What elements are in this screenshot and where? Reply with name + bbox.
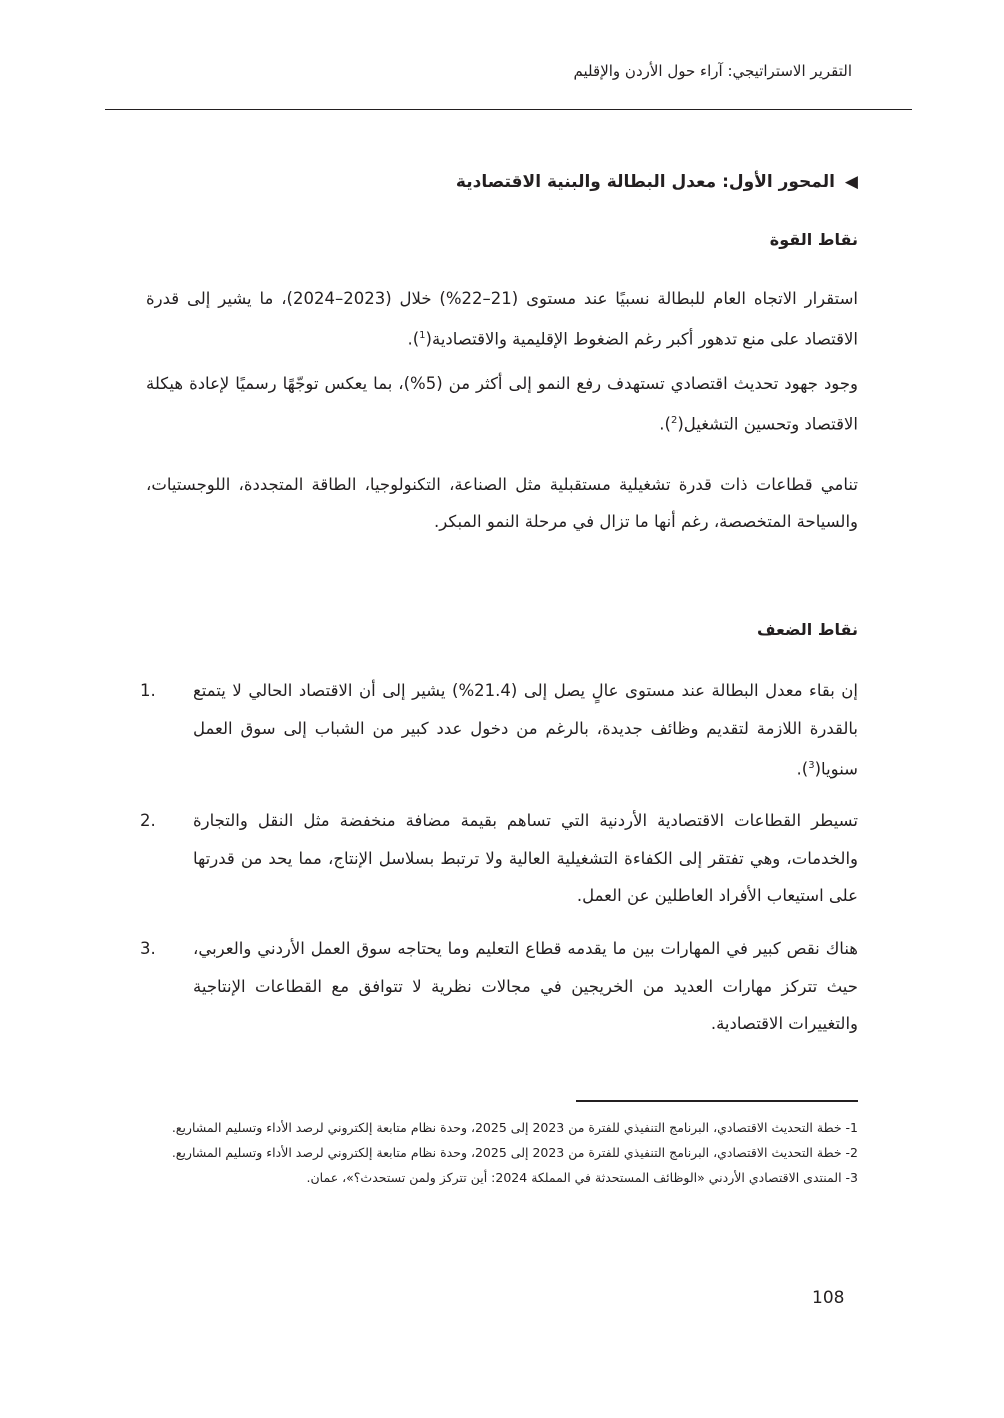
- item-text: هناك نقص كبير في المهارات بين ما يقدمه قطاع التعليم وما يحتاجه سوق العمل الأردني والعربي، حيث تتركز مهارات العديد من الخريجين في مجالات نظرية لا تتوافق مع القطاعات الإنتاجية والتغييرات الاقتصادية.: [193, 939, 858, 1033]
- paragraph-end: ).: [407, 329, 420, 349]
- paragraph-text: تنامي قطاعات ذات قدرة تشغيلية مستقبلية مثل الصناعة، التكنولوجيا، الطاقة المتجددة، اللوجستيات، والسياحة المتخصصة، رغم أنها ما تزال في مرحلة النمو المبكر.: [146, 475, 858, 531]
- paragraph-text: وجود جهود تحديث اقتصادي تستهدف رفع النمو إلى أكثر من (5%)، بما يعكس توجّهًا رسميًا لإعادة هيكلة الاقتصاد وتحسين التشغيل(: [146, 374, 858, 434]
- footnote: 2- خطة التحديث الاقتصادي، البرنامج التنفيذي للفترة من 2023 إلى 2025، وحدة نظام متابعة إلكتروني لرصد الأداء وتسليم المشاريع.: [171, 1145, 858, 1160]
- section-heading-text: المحور الأول: معدل البطالة والبنية الاقتصادية: [455, 172, 835, 192]
- section-heading: [456, 172, 858, 192]
- header-divider: [105, 109, 912, 110]
- strength-paragraph: [146, 365, 858, 443]
- footnote: 3- المنتدى الاقتصادي الأردني «الوظائف المستحدثة في المملكة 2024: أين تتركز ولمن تستحدث؟»، عمان.: [306, 1170, 858, 1185]
- weaknesses-title: نقاط الضعف: [756, 620, 858, 639]
- strength-paragraph: [146, 466, 858, 540]
- triangle-bullet-icon: ◀: [844, 172, 858, 192]
- item-end: ).: [796, 759, 809, 779]
- paragraph-end: ).: [659, 414, 671, 434]
- item-number: 2.: [140, 811, 156, 830]
- footnote: 1- خطة التحديث الاقتصادي، البرنامج التنفيذي للفترة من 2023 إلى 2025، وحدة نظام متابعة إلكتروني لرصد الأداء وتسليم المشاريع.: [171, 1120, 858, 1135]
- item-text: إن بقاء معدل البطالة عند مستوى عالٍ يصل إلى (21.4%) يشير إلى أن الاقتصاد الحالي لا يتمتع بالقدرة اللازمة لتقديم وظائف جديدة، بالرغم من دخول عدد كبير من الشباب إلى سوق العمل سنويا(: [193, 681, 859, 779]
- page-number: 108: [812, 1288, 845, 1308]
- paragraph-text: استقرار الاتجاه العام للبطالة نسبيًا عند مستوى (21–22%) خلال (2023–2024)، ما يشير إلى قدرة الاقتصاد على منع تدهور أكبر رغم الضغوط الإقليمية والاقتصادية(: [146, 289, 859, 349]
- running-header: التقرير الاستراتيجي: آراء حول الأردن والإقليم: [573, 62, 852, 80]
- item-number: 3.: [140, 939, 156, 958]
- footnote-ref[interactable]: 3: [808, 760, 815, 771]
- footnote-divider: [576, 1100, 858, 1102]
- footnote-ref[interactable]: 1: [419, 330, 426, 341]
- item-text: تسيطر القطاعات الاقتصادية الأردنية التي تساهم بقيمة مضافة منخفضة مثل النقل والتجارة والخدمات، وهي تفتقر إلى الكفاءة التشغيلية العالية ولا ترتبط بسلاسل الإنتاج، مما يحد من قدرتها على استيعاب الأفراد العاطلين عن العمل.: [193, 811, 858, 905]
- footnotes: [158, 1115, 858, 1190]
- item-number: 1.: [140, 681, 156, 700]
- strength-paragraph: [146, 280, 858, 358]
- strengths-title: نقاط القوة: [769, 230, 858, 249]
- footnote-ref[interactable]: 2: [670, 415, 678, 426]
